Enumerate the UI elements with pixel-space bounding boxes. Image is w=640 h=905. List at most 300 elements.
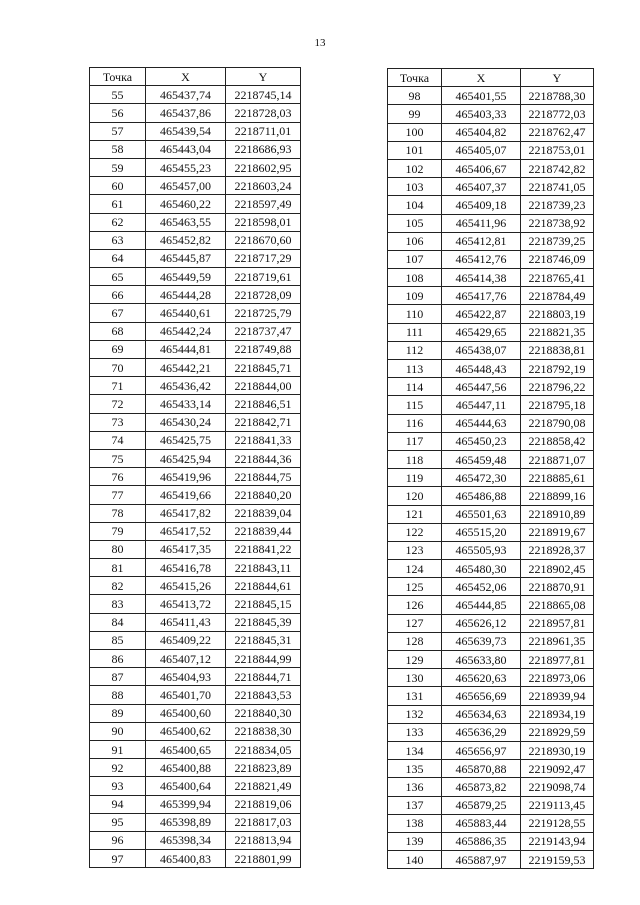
cell-point: 61: [90, 195, 146, 213]
cell-x: 465636,29: [442, 723, 521, 741]
cell-y: 2218745,14: [226, 86, 301, 104]
table-row: [388, 814, 594, 832]
cell-y: 2218871,07: [521, 450, 594, 468]
cell-x: 465414,38: [442, 269, 521, 287]
table-row: [90, 559, 301, 577]
table-row: [388, 159, 594, 177]
cell-point: 63: [90, 231, 146, 249]
table-row: [388, 469, 594, 487]
cell-y: 2218870,91: [521, 578, 594, 596]
table-row: [388, 287, 594, 305]
cell-point: 104: [388, 196, 442, 214]
cell-point: 69: [90, 340, 146, 358]
cell-y: 2218844,99: [226, 650, 301, 668]
cell-y: 2218939,94: [521, 687, 594, 705]
cell-x: 465633,80: [442, 651, 521, 669]
table-row: [90, 268, 301, 286]
cell-point: 59: [90, 158, 146, 176]
table-row: [388, 651, 594, 669]
cell-y: 2218819,06: [226, 795, 301, 813]
coordinates-table-left: [89, 67, 301, 868]
cell-point: 84: [90, 613, 146, 631]
cell-x: 465870,88: [442, 760, 521, 778]
cell-point: 57: [90, 122, 146, 140]
table-row: [90, 377, 301, 395]
cell-x: 465883,44: [442, 814, 521, 832]
table-row: [388, 505, 594, 523]
cell-point: 73: [90, 413, 146, 431]
cell-point: 121: [388, 505, 442, 523]
column-header-y: Y: [226, 68, 301, 86]
cell-point: 70: [90, 359, 146, 377]
cell-point: 94: [90, 795, 146, 813]
cell-y: 2218957,81: [521, 614, 594, 632]
table-row: [388, 378, 594, 396]
table-row: [90, 686, 301, 704]
table-row: [388, 141, 594, 159]
cell-y: 2218823,89: [226, 759, 301, 777]
cell-y: 2218728,09: [226, 286, 301, 304]
cell-y: 2218902,45: [521, 560, 594, 578]
table-row: [90, 850, 301, 868]
cell-x: 465425,75: [146, 431, 226, 449]
cell-y: 2218846,51: [226, 395, 301, 413]
cell-x: 465486,88: [442, 487, 521, 505]
cell-y: 2218834,05: [226, 740, 301, 758]
cell-y: 2218934,19: [521, 705, 594, 723]
cell-y: 2218801,99: [226, 850, 301, 868]
table-row: [388, 432, 594, 450]
table-row: [90, 577, 301, 595]
cell-x: 465480,30: [442, 560, 521, 578]
cell-point: 97: [90, 850, 146, 868]
cell-x: 465417,35: [146, 540, 226, 558]
cell-y: 2218765,41: [521, 269, 594, 287]
cell-point: 98: [388, 87, 442, 105]
cell-point: 79: [90, 522, 146, 540]
table-row: [90, 759, 301, 777]
cell-y: 2218865,08: [521, 596, 594, 614]
cell-y: 2218961,35: [521, 632, 594, 650]
cell-x: 465639,73: [442, 632, 521, 650]
cell-point: 56: [90, 104, 146, 122]
cell-point: 64: [90, 249, 146, 267]
cell-y: 2218803,19: [521, 305, 594, 323]
cell-point: 85: [90, 631, 146, 649]
cell-x: 465444,28: [146, 286, 226, 304]
table-row: [388, 578, 594, 596]
cell-y: 2218772,03: [521, 105, 594, 123]
table-row: [90, 595, 301, 613]
cell-x: 465656,69: [442, 687, 521, 705]
cell-point: 129: [388, 651, 442, 669]
column-header-point: Точка: [388, 69, 442, 87]
cell-x: 465886,35: [442, 832, 521, 850]
cell-x: 465409,22: [146, 631, 226, 649]
cell-x: 465405,07: [442, 141, 521, 159]
cell-y: 2218844,71: [226, 668, 301, 686]
table-row: [90, 322, 301, 340]
table-row: [388, 705, 594, 723]
cell-y: 2218845,39: [226, 613, 301, 631]
cell-point: 122: [388, 523, 442, 541]
column-header-x: X: [442, 69, 521, 87]
table-row: [388, 269, 594, 287]
table-row: [90, 831, 301, 849]
table-row: [388, 323, 594, 341]
cell-x: 465433,14: [146, 395, 226, 413]
cell-x: 465409,18: [442, 196, 521, 214]
cell-x: 465407,12: [146, 650, 226, 668]
cell-x: 465444,81: [146, 340, 226, 358]
cell-point: 74: [90, 431, 146, 449]
cell-y: 2218741,05: [521, 178, 594, 196]
cell-y: 2218838,81: [521, 341, 594, 359]
cell-y: 2219092,47: [521, 760, 594, 778]
cell-x: 465472,30: [442, 469, 521, 487]
table-row: [90, 813, 301, 831]
cell-y: 2218845,71: [226, 359, 301, 377]
cell-y: 2218598,01: [226, 213, 301, 231]
cell-point: 134: [388, 741, 442, 759]
cell-x: 465419,66: [146, 486, 226, 504]
cell-y: 2218929,59: [521, 723, 594, 741]
cell-y: 2218973,06: [521, 669, 594, 687]
cell-point: 120: [388, 487, 442, 505]
table-row: [90, 650, 301, 668]
cell-y: 2218858,42: [521, 432, 594, 450]
cell-y: 2218670,60: [226, 231, 301, 249]
cell-y: 2218792,19: [521, 360, 594, 378]
table-row: [388, 632, 594, 650]
cell-point: 55: [90, 86, 146, 104]
cell-y: 2218919,67: [521, 523, 594, 541]
cell-x: 465634,63: [442, 705, 521, 723]
cell-x: 465879,25: [442, 796, 521, 814]
table-row: [388, 360, 594, 378]
table-header-row: [90, 68, 301, 86]
cell-y: 2218841,22: [226, 540, 301, 558]
table-header-row: [388, 69, 594, 87]
cell-x: 465438,07: [442, 341, 521, 359]
cell-point: 78: [90, 504, 146, 522]
cell-point: 102: [388, 159, 442, 177]
cell-x: 465412,76: [442, 250, 521, 268]
cell-x: 465400,83: [146, 850, 226, 868]
cell-point: 111: [388, 323, 442, 341]
cell-point: 75: [90, 449, 146, 467]
cell-y: 2218821,35: [521, 323, 594, 341]
cell-point: 91: [90, 740, 146, 758]
cell-y: 2218844,00: [226, 377, 301, 395]
cell-x: 465415,26: [146, 577, 226, 595]
cell-y: 2218843,11: [226, 559, 301, 577]
table-row: [388, 87, 594, 105]
table-row: [90, 540, 301, 558]
table-row: [90, 359, 301, 377]
cell-y: 2218749,88: [226, 340, 301, 358]
cell-y: 2218719,61: [226, 268, 301, 286]
table-row: [388, 778, 594, 796]
cell-x: 465399,94: [146, 795, 226, 813]
cell-point: 123: [388, 541, 442, 559]
cell-point: 107: [388, 250, 442, 268]
cell-point: 133: [388, 723, 442, 741]
coordinates-table-right: [387, 68, 594, 869]
cell-x: 465457,00: [146, 177, 226, 195]
cell-y: 2218597,49: [226, 195, 301, 213]
table-row: [90, 122, 301, 140]
cell-x: 465442,24: [146, 322, 226, 340]
cell-y: 2218844,61: [226, 577, 301, 595]
cell-point: 136: [388, 778, 442, 796]
table-row: [388, 851, 594, 869]
table-row: [90, 413, 301, 431]
cell-x: 465398,89: [146, 813, 226, 831]
cell-point: 96: [90, 831, 146, 849]
cell-point: 138: [388, 814, 442, 832]
cell-y: 2218725,79: [226, 304, 301, 322]
cell-point: 103: [388, 178, 442, 196]
table-row: [388, 614, 594, 632]
cell-y: 2218728,03: [226, 104, 301, 122]
table-row: [90, 722, 301, 740]
cell-y: 2218838,30: [226, 722, 301, 740]
cell-x: 465501,63: [442, 505, 521, 523]
table-row: [90, 177, 301, 195]
cell-point: 99: [388, 105, 442, 123]
cell-point: 128: [388, 632, 442, 650]
cell-y: 2218821,49: [226, 777, 301, 795]
table-row: [90, 158, 301, 176]
cell-x: 465439,54: [146, 122, 226, 140]
table-row: [388, 487, 594, 505]
cell-point: 113: [388, 360, 442, 378]
table-row: [388, 178, 594, 196]
cell-point: 137: [388, 796, 442, 814]
table-row: [90, 249, 301, 267]
cell-point: 139: [388, 832, 442, 850]
table-row: [90, 431, 301, 449]
table-row: [90, 704, 301, 722]
cell-y: 2219113,45: [521, 796, 594, 814]
cell-point: 93: [90, 777, 146, 795]
table-row: [90, 104, 301, 122]
cell-point: 140: [388, 851, 442, 869]
cell-x: 465437,86: [146, 104, 226, 122]
cell-x: 465449,59: [146, 268, 226, 286]
cell-point: 114: [388, 378, 442, 396]
cell-y: 2218840,20: [226, 486, 301, 504]
cell-x: 465404,82: [442, 123, 521, 141]
cell-y: 2218686,93: [226, 140, 301, 158]
cell-x: 465400,60: [146, 704, 226, 722]
cell-point: 90: [90, 722, 146, 740]
cell-x: 465417,82: [146, 504, 226, 522]
cell-y: 2218817,03: [226, 813, 301, 831]
cell-point: 89: [90, 704, 146, 722]
table-row: [90, 140, 301, 158]
cell-y: 2218796,22: [521, 378, 594, 396]
table-row: [90, 195, 301, 213]
cell-y: 2218899,16: [521, 487, 594, 505]
cell-x: 465447,56: [442, 378, 521, 396]
table-row: [388, 723, 594, 741]
cell-x: 465873,82: [442, 778, 521, 796]
cell-y: 2218762,47: [521, 123, 594, 141]
table-row: [388, 760, 594, 778]
cell-y: 2218840,30: [226, 704, 301, 722]
cell-y: 2218845,15: [226, 595, 301, 613]
cell-point: 116: [388, 414, 442, 432]
cell-x: 465400,62: [146, 722, 226, 740]
table-row: [388, 669, 594, 687]
cell-y: 2218930,19: [521, 741, 594, 759]
table-row: [90, 631, 301, 649]
table-row: [388, 341, 594, 359]
cell-x: 465447,11: [442, 396, 521, 414]
cell-y: 2218843,53: [226, 686, 301, 704]
cell-x: 465403,33: [442, 105, 521, 123]
cell-y: 2218845,31: [226, 631, 301, 649]
table-row: [388, 250, 594, 268]
cell-point: 62: [90, 213, 146, 231]
table-row: [90, 213, 301, 231]
cell-y: 2218602,95: [226, 158, 301, 176]
cell-x: 465400,65: [146, 740, 226, 758]
table-row: [388, 541, 594, 559]
cell-point: 83: [90, 595, 146, 613]
cell-y: 2218711,01: [226, 122, 301, 140]
table-row: [90, 86, 301, 104]
cell-x: 465440,61: [146, 304, 226, 322]
cell-point: 132: [388, 705, 442, 723]
cell-point: 92: [90, 759, 146, 777]
cell-x: 465656,97: [442, 741, 521, 759]
table-row: [90, 231, 301, 249]
cell-x: 465437,74: [146, 86, 226, 104]
cell-point: 80: [90, 540, 146, 558]
cell-y: 2219098,74: [521, 778, 594, 796]
cell-point: 81: [90, 559, 146, 577]
cell-x: 465429,65: [442, 323, 521, 341]
cell-point: 112: [388, 341, 442, 359]
cell-y: 2218842,71: [226, 413, 301, 431]
table-row: [388, 596, 594, 614]
cell-x: 465450,23: [442, 432, 521, 450]
table-row: [90, 395, 301, 413]
cell-x: 465463,55: [146, 213, 226, 231]
table-row: [90, 304, 301, 322]
cell-x: 465452,06: [442, 578, 521, 596]
cell-x: 465505,93: [442, 541, 521, 559]
table-row: [388, 232, 594, 250]
cell-y: 2218603,24: [226, 177, 301, 195]
cell-point: 108: [388, 269, 442, 287]
cell-x: 465404,93: [146, 668, 226, 686]
column-header-y: Y: [521, 69, 594, 87]
cell-point: 71: [90, 377, 146, 395]
table-row: [388, 414, 594, 432]
cell-x: 465430,24: [146, 413, 226, 431]
cell-point: 131: [388, 687, 442, 705]
cell-x: 465401,55: [442, 87, 521, 105]
cell-point: 110: [388, 305, 442, 323]
cell-x: 465445,87: [146, 249, 226, 267]
cell-y: 2218841,33: [226, 431, 301, 449]
cell-x: 465400,64: [146, 777, 226, 795]
cell-y: 2219143,94: [521, 832, 594, 850]
table-row: [388, 196, 594, 214]
cell-x: 465412,81: [442, 232, 521, 250]
cell-x: 465407,37: [442, 178, 521, 196]
cell-y: 2219159,53: [521, 851, 594, 869]
cell-point: 58: [90, 140, 146, 158]
cell-point: 66: [90, 286, 146, 304]
table-row: [388, 105, 594, 123]
cell-x: 465398,34: [146, 831, 226, 849]
cell-y: 2218717,29: [226, 249, 301, 267]
cell-point: 72: [90, 395, 146, 413]
cell-x: 465401,70: [146, 686, 226, 704]
cell-y: 2218738,92: [521, 214, 594, 232]
table-row: [388, 741, 594, 759]
cell-x: 465419,96: [146, 468, 226, 486]
cell-y: 2218839,44: [226, 522, 301, 540]
cell-y: 2218910,89: [521, 505, 594, 523]
cell-x: 465416,78: [146, 559, 226, 577]
table-row: [388, 523, 594, 541]
cell-x: 465406,67: [442, 159, 521, 177]
cell-x: 465620,63: [442, 669, 521, 687]
cell-y: 2218737,47: [226, 322, 301, 340]
cell-x: 465411,43: [146, 613, 226, 631]
cell-point: 119: [388, 469, 442, 487]
column-header-point: Точка: [90, 68, 146, 86]
table-row: [388, 305, 594, 323]
cell-point: 86: [90, 650, 146, 668]
cell-x: 465422,87: [442, 305, 521, 323]
cell-point: 118: [388, 450, 442, 468]
cell-x: 465443,04: [146, 140, 226, 158]
cell-point: 109: [388, 287, 442, 305]
cell-y: 2218753,01: [521, 141, 594, 159]
cell-x: 465442,21: [146, 359, 226, 377]
cell-x: 465417,52: [146, 522, 226, 540]
cell-y: 2218739,23: [521, 196, 594, 214]
cell-y: 2218813,94: [226, 831, 301, 849]
cell-y: 2218795,18: [521, 396, 594, 414]
cell-y: 2218739,25: [521, 232, 594, 250]
table-row: [388, 123, 594, 141]
cell-point: 67: [90, 304, 146, 322]
cell-y: 2218885,61: [521, 469, 594, 487]
cell-point: 135: [388, 760, 442, 778]
cell-x: 465448,43: [442, 360, 521, 378]
table-row: [90, 777, 301, 795]
table-row: [388, 832, 594, 850]
table-row: [388, 214, 594, 232]
cell-point: 101: [388, 141, 442, 159]
column-header-x: X: [146, 68, 226, 86]
cell-y: 2218788,30: [521, 87, 594, 105]
cell-x: 465460,22: [146, 195, 226, 213]
table-row: [90, 486, 301, 504]
cell-point: 130: [388, 669, 442, 687]
cell-x: 465444,85: [442, 596, 521, 614]
table-row: [388, 796, 594, 814]
cell-x: 465411,96: [442, 214, 521, 232]
